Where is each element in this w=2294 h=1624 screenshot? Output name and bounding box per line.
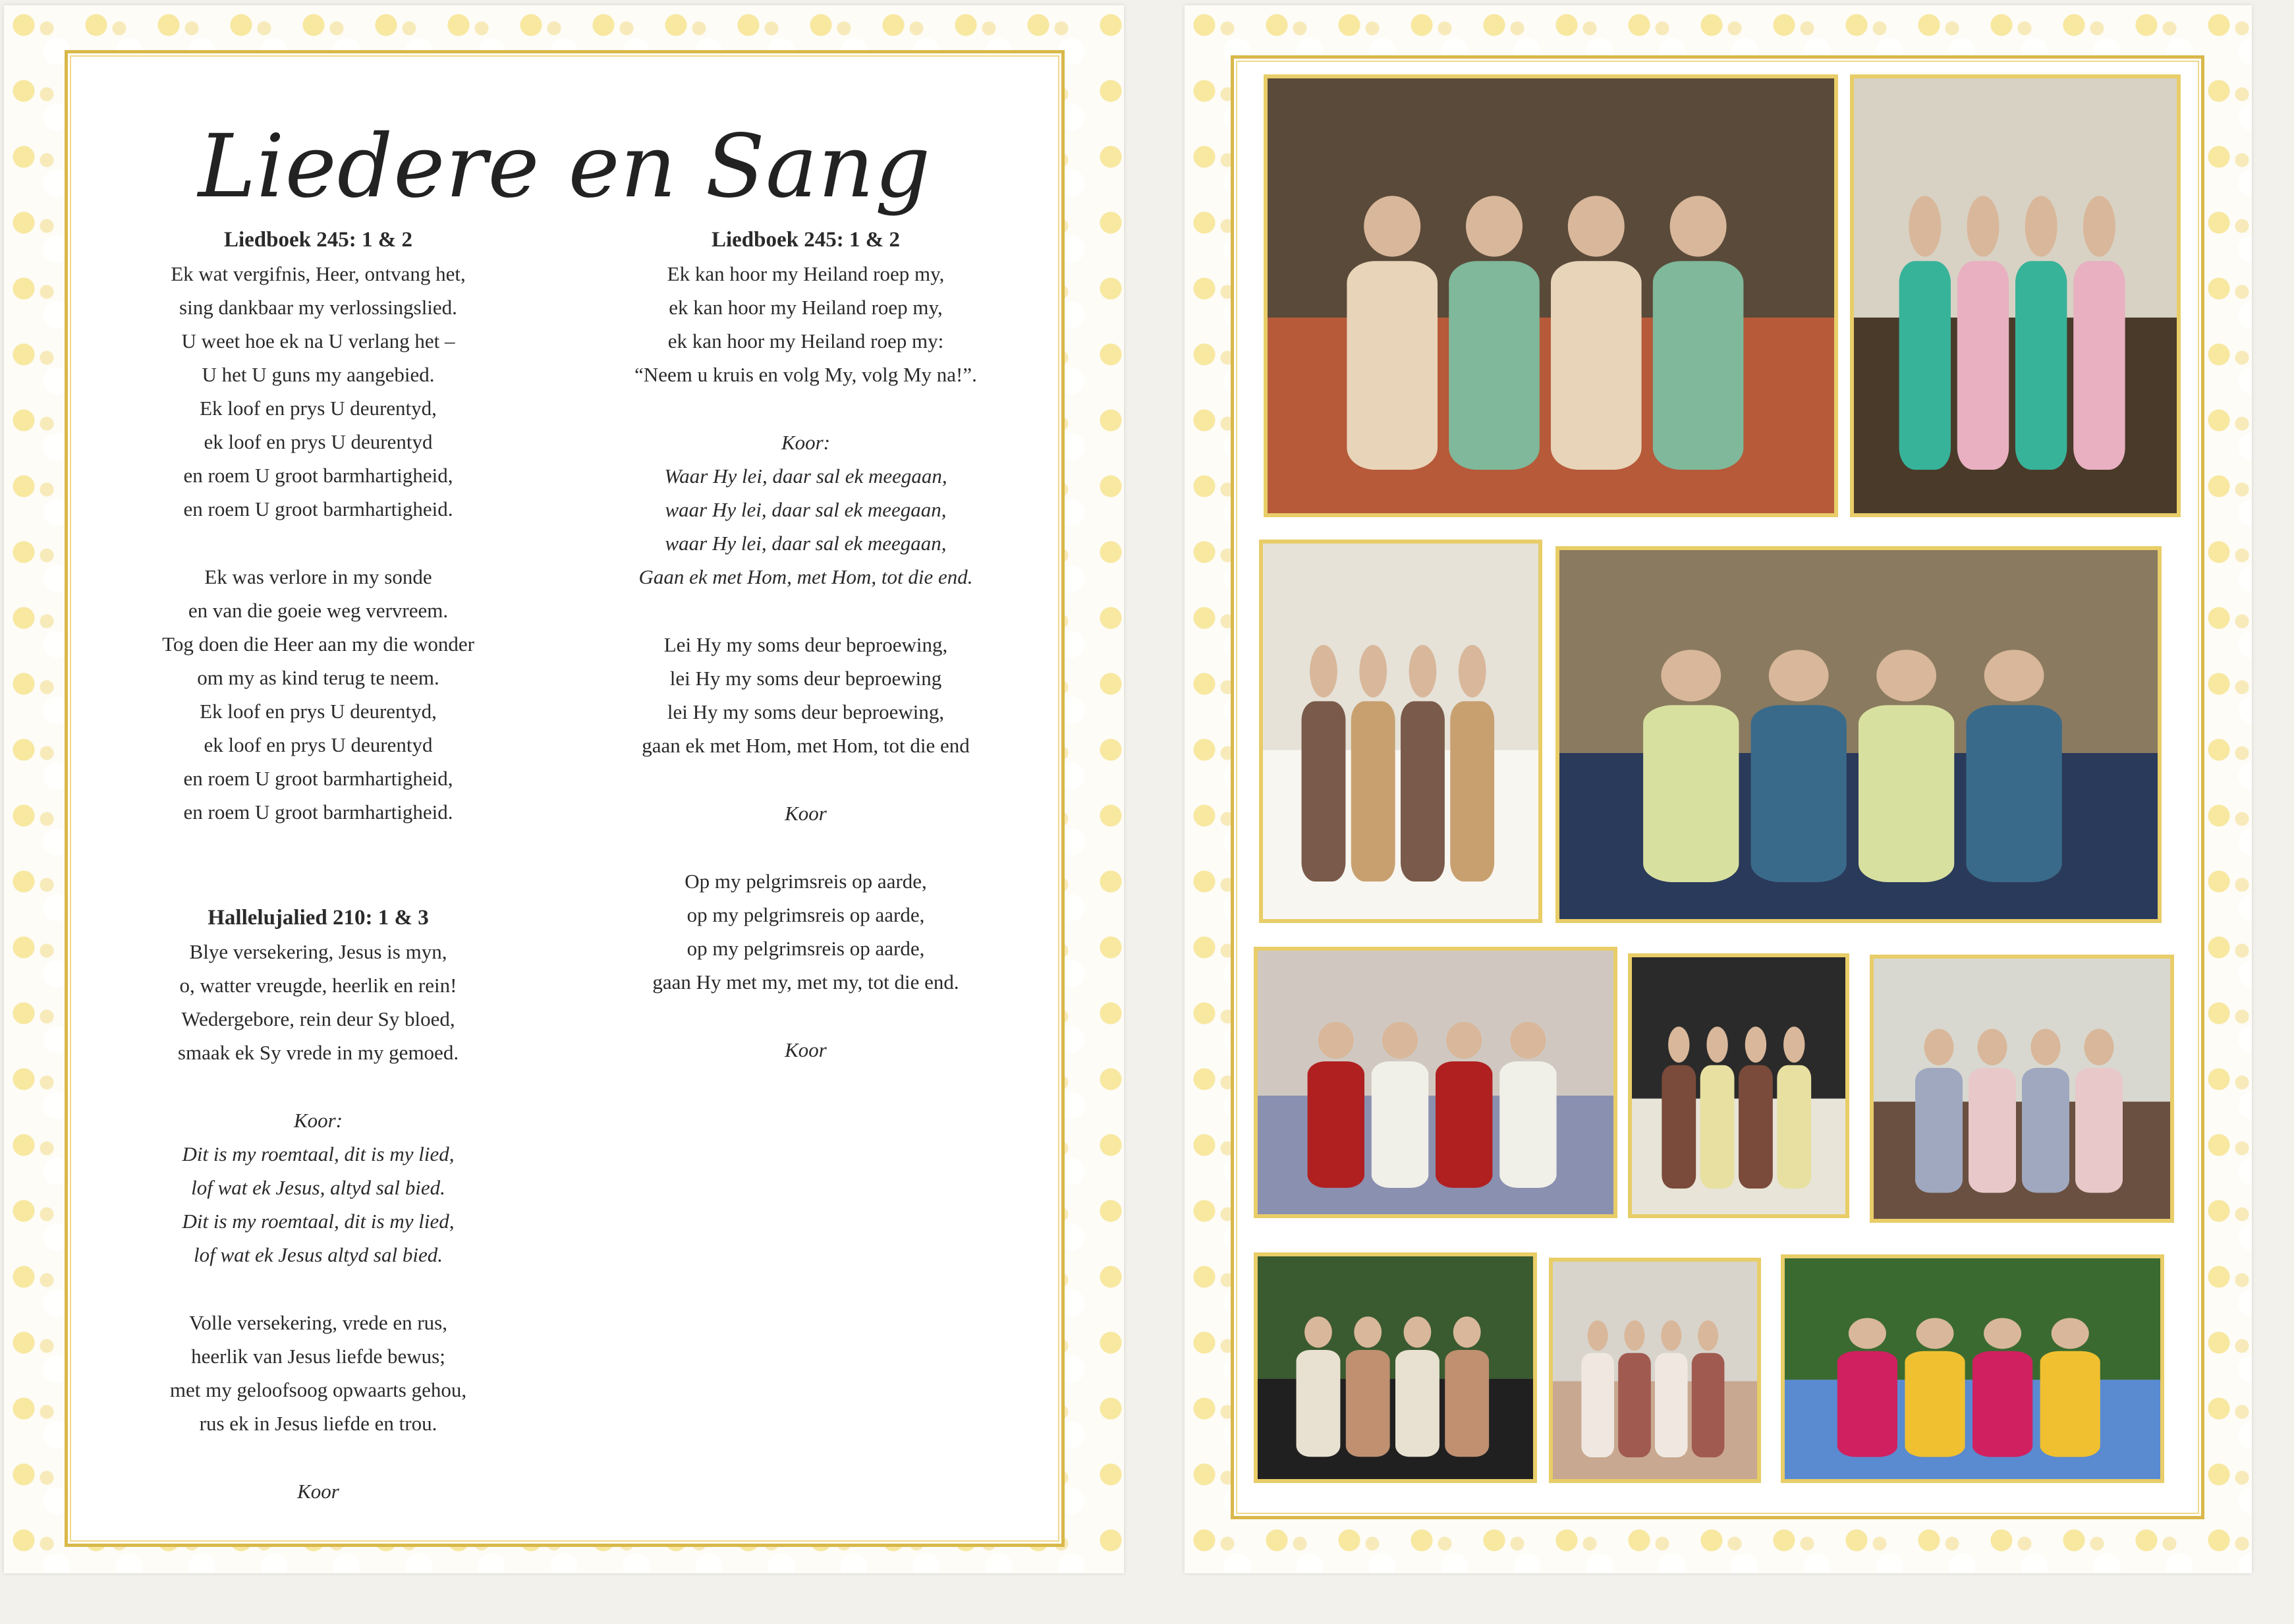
- lyric-line: op my pelgrimsreis op aarde,: [686, 903, 925, 926]
- lyric-line: Op my pelgrimsreis op aarde,: [685, 870, 927, 893]
- figure-body: [1401, 701, 1445, 882]
- figure-head: [1453, 1316, 1481, 1347]
- figure-head: [1466, 196, 1523, 256]
- figure-body: [1662, 1065, 1696, 1189]
- figure-head: [1909, 196, 1941, 256]
- lyric-line: heerlik van Jesus liefde bewus;: [191, 1345, 445, 1368]
- figure-head: [1967, 196, 2000, 256]
- song-heading: Hallelujalied 210: 1 & 3: [208, 906, 429, 930]
- lyric-line: en roem U groot barmhartigheid,: [183, 767, 453, 790]
- figure-head: [1769, 650, 1829, 701]
- lyric-line: Blye versekering, Jesus is myn,: [189, 940, 447, 963]
- figure-body: [1436, 1061, 1492, 1188]
- lyric-line: gaan ek met Hom, met Hom, tot die end: [642, 734, 970, 757]
- figure-head: [1668, 1026, 1689, 1063]
- chorus-label: Koor:: [293, 1109, 343, 1132]
- photo-three-portrait: [1254, 1252, 1537, 1483]
- lyric-line: ek kan hoor my Heiland roep my:: [667, 329, 944, 352]
- photo-woman-bouquet-car: [1628, 953, 1849, 1218]
- lyric-line: Ek loof en prys U deurentyd,: [200, 700, 437, 723]
- figure-body: [1643, 705, 1739, 882]
- lyric-line: rus ek in Jesus liefde en trou.: [199, 1412, 437, 1435]
- page-title: Liedere en Sang: [198, 116, 932, 217]
- figure-head: [1364, 196, 1420, 256]
- lyric-line: Ek kan hoor my Heiland roep my,: [667, 262, 945, 285]
- figure-body: [1739, 1065, 1773, 1189]
- lyric-line: ek loof en prys U deurentyd: [204, 733, 433, 756]
- figure-head: [1670, 196, 1727, 256]
- lyric-line: o, watter vreugde, heerlik en rein!: [179, 974, 457, 997]
- figure-body: [1915, 1068, 1963, 1193]
- photo-two-women-smiling-image: [1553, 1262, 1757, 1479]
- lyric-line: smaak ek Sy vrede in my gemoed.: [177, 1041, 459, 1064]
- figure-body: [1905, 1351, 1965, 1457]
- figure-head: [1510, 1022, 1546, 1059]
- figure-head: [1783, 1026, 1804, 1063]
- figure-body: [1449, 261, 1540, 470]
- figure-head: [1849, 1318, 1886, 1349]
- figure-body: [1655, 1353, 1688, 1457]
- chorus-label: Koor: [785, 802, 827, 825]
- figure-head: [2025, 196, 2057, 256]
- song-heading: Liedboek 245: 1 & 2: [711, 228, 900, 252]
- verse-block: [575, 864, 1036, 999]
- lyric-line: waar Hy lei, daar sal ek meegaan,: [665, 498, 947, 521]
- figure-body: [1499, 1061, 1556, 1188]
- figure-head: [1978, 1029, 2007, 1065]
- lyric-line: Ek loof en prys U deurentyd,: [200, 397, 437, 420]
- figure-body: [1302, 701, 1346, 882]
- lyrics-column-right: [575, 223, 1036, 1101]
- photo-women-garden-image: [1785, 1258, 2160, 1479]
- figure-head: [1661, 1320, 1681, 1351]
- figure-head: [1876, 650, 1936, 701]
- lyric-line: Dit is my roemtaal, dit is my lied,: [182, 1142, 455, 1165]
- figure-body: [1618, 1353, 1651, 1457]
- lyric-line: waar Hy lei, daar sal ek meegaan,: [665, 532, 947, 555]
- lyric-line: lof wat ek Jesus, altyd sal bied.: [191, 1176, 445, 1199]
- figure-body: [1346, 1350, 1390, 1457]
- chorus-label: Koor: [785, 1038, 827, 1061]
- chorus-ref: [575, 797, 1036, 830]
- figure-body: [1899, 261, 1951, 470]
- figure-body: [1551, 261, 1642, 470]
- photo-women-garden: [1781, 1254, 2164, 1483]
- photo-two-women-smiling: [1549, 1258, 1761, 1483]
- verse-block: [88, 1306, 549, 1440]
- photo-waterfall-couple-image: [1874, 959, 2170, 1219]
- figure-head: [2083, 196, 2115, 256]
- figure-body: [1351, 701, 1395, 882]
- figure-head: [1409, 645, 1437, 698]
- figure-body: [1581, 1353, 1614, 1457]
- figure-head: [1304, 1316, 1332, 1347]
- lyric-line: lei Hy my soms deur beproewing,: [667, 700, 945, 723]
- figure-body: [2015, 261, 2067, 470]
- figure-head: [1661, 650, 1721, 701]
- figure-head: [1924, 1029, 1954, 1065]
- figure-body: [1751, 705, 1847, 882]
- lyrics-frame: [65, 50, 1065, 1547]
- figure-head: [1984, 650, 2044, 701]
- chorus-label: Koor:: [781, 431, 831, 454]
- figure-head: [1916, 1318, 1954, 1349]
- photo-two-women-white-image: [1263, 544, 1538, 919]
- photo-group-seated-image: [1559, 550, 2158, 919]
- photo-waterfall-couple: [1870, 955, 2174, 1223]
- figure-head: [1706, 1026, 1727, 1063]
- photo-piano-reading: [1850, 74, 2181, 517]
- figure-head: [1984, 1318, 2021, 1349]
- chorus-block: [88, 1104, 549, 1272]
- figure-body: [1297, 1350, 1341, 1457]
- figure-body: [1308, 1061, 1364, 1188]
- chorus-ref: [88, 1474, 549, 1508]
- figure-head: [1588, 1320, 1608, 1351]
- song-liedboek-245-b: [575, 223, 1036, 391]
- photo-piano-reading-image: [1854, 78, 2177, 513]
- figure-head: [2052, 1318, 2089, 1349]
- photo-couple-roses-image: [1258, 951, 1613, 1214]
- figure-head: [1698, 1320, 1718, 1351]
- lyric-line: Volle versekering, vrede en rus,: [189, 1311, 447, 1334]
- lyric-line: en van die goeie weg vervreem.: [188, 599, 449, 622]
- lyric-line: en roem U groot barmhartigheid.: [183, 497, 453, 520]
- figure-head: [1446, 1022, 1482, 1059]
- lyric-line: op my pelgrimsreis op aarde,: [686, 937, 925, 960]
- figure-body: [1777, 1065, 1811, 1189]
- lyric-line: gaan Hy met my, met my, tot die end.: [652, 970, 959, 994]
- song-liedboek-245-a: [88, 223, 549, 526]
- figure-body: [1445, 1350, 1489, 1457]
- figure-body: [1966, 705, 2061, 882]
- figure-body: [2022, 1068, 2069, 1193]
- lyric-line: sing dankbaar my verlossingslied.: [179, 296, 457, 319]
- figure-body: [1957, 261, 2009, 470]
- song-heading: Liedboek 245: 1 & 2: [223, 228, 412, 252]
- figure-head: [1568, 196, 1625, 256]
- figure-head: [1459, 645, 1486, 698]
- figure-body: [1372, 1061, 1428, 1188]
- figure-body: [1837, 1351, 1897, 1457]
- photo-family-group: [1264, 74, 1838, 517]
- lyric-line: Ek wat vergifnis, Heer, ontvang het,: [171, 262, 466, 285]
- lyric-line: Ek was verlore in my sonde: [204, 565, 432, 588]
- lyric-line: “Neem u kruis en volg My, volg My na!”.: [634, 363, 977, 386]
- photo-two-women-white: [1259, 540, 1542, 923]
- lyric-line: lof wat ek Jesus altyd sal bied.: [194, 1243, 443, 1266]
- lyric-line: U het U guns my aangebied.: [202, 363, 435, 386]
- figure-body: [1972, 1351, 2032, 1457]
- photo-three-portrait-image: [1258, 1256, 1533, 1479]
- lyric-line: Waar Hy lei, daar sal ek meegaan,: [664, 464, 947, 488]
- lyric-line: ek loof en prys U deurentyd: [204, 430, 433, 453]
- left-page: [4, 5, 1124, 1573]
- lyric-line: U weet hoe ek na U verlang het –: [181, 329, 455, 352]
- song-hallelujalied-210: [88, 901, 549, 1069]
- figure-head: [1310, 645, 1337, 698]
- chorus-block: [575, 426, 1036, 594]
- figure-body: [1969, 1068, 2016, 1193]
- figure-body: [1653, 261, 1744, 470]
- lyric-line: Gaan ek met Hom, met Hom, tot die end.: [638, 565, 973, 588]
- chorus-label: Koor: [297, 1480, 339, 1503]
- figure-head: [1625, 1320, 1645, 1351]
- lyric-line: en roem U groot barmhartigheid,: [183, 464, 453, 487]
- figure-body: [1395, 1350, 1440, 1457]
- figure-head: [1382, 1022, 1418, 1059]
- photo-collage-frame: [1231, 55, 2204, 1519]
- lyric-line: Wedergebore, rein deur Sy bloed,: [181, 1007, 455, 1030]
- figure-head: [2084, 1029, 2114, 1065]
- figure-body: [1450, 701, 1494, 882]
- lyric-line: en roem U groot barmhartigheid.: [183, 800, 453, 824]
- photo-woman-bouquet-car-image: [1632, 957, 1845, 1214]
- verse-block: [88, 560, 549, 829]
- chorus-ref: [575, 1033, 1036, 1067]
- figure-body: [2073, 261, 2125, 470]
- figure-head: [2031, 1029, 2061, 1065]
- figure-body: [2075, 1068, 2123, 1193]
- lyric-line: ek kan hoor my Heiland roep my,: [669, 296, 943, 319]
- lyric-line: met my geloofsoog opwaarts gehou,: [169, 1378, 467, 1401]
- lyric-line: Tog doen die Heer aan my die wonder: [162, 632, 474, 656]
- verse-block: [575, 628, 1036, 762]
- lyrics-column-left: [88, 223, 549, 1542]
- figure-head: [1354, 1316, 1382, 1347]
- figure-body: [1700, 1065, 1735, 1189]
- lyric-line: Lei Hy my soms deur beproewing,: [663, 633, 948, 656]
- figure-body: [2040, 1351, 2100, 1457]
- figure-body: [1347, 261, 1438, 470]
- right-page: [1185, 5, 2252, 1573]
- photo-couple-roses: [1254, 947, 1617, 1218]
- figure-head: [1318, 1022, 1354, 1059]
- photo-family-group-image: [1268, 78, 1834, 513]
- figure-head: [1359, 645, 1387, 698]
- lyric-line: om my as kind terug te neem.: [197, 666, 439, 689]
- photo-group-seated: [1555, 546, 2162, 923]
- figure-head: [1404, 1316, 1432, 1347]
- lyric-line: lei Hy my soms deur beproewing: [669, 667, 942, 690]
- figure-body: [1859, 705, 1954, 882]
- figure-head: [1745, 1026, 1766, 1063]
- figure-body: [1692, 1353, 1725, 1457]
- lyric-line: Dit is my roemtaal, dit is my lied,: [182, 1210, 455, 1233]
